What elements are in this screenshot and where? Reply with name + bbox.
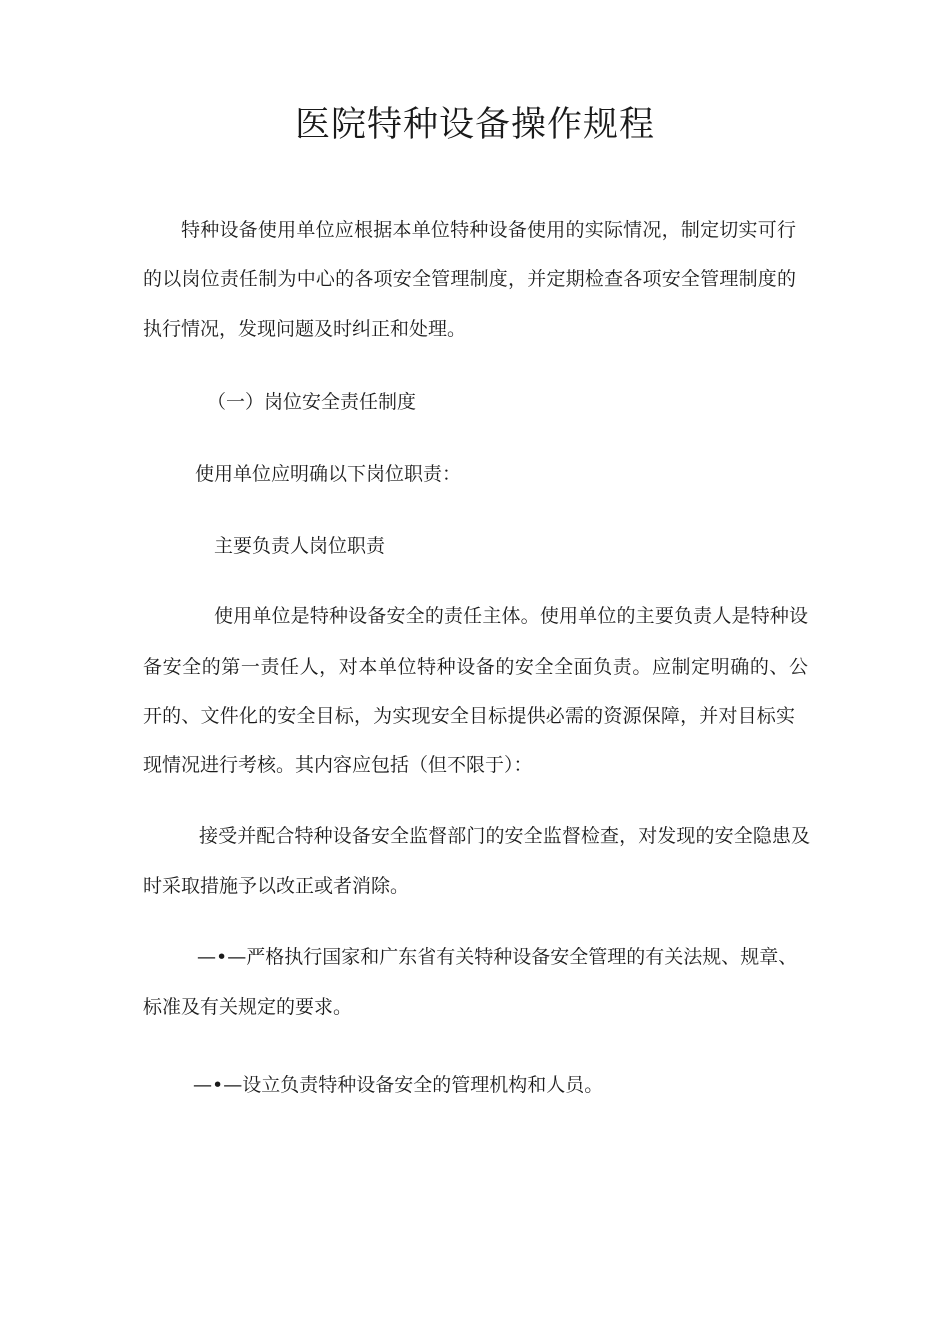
role-paragraph-line-2: 备安全的第一责任人，对本单位特种设备的安全全面负责。应制定明确的、公 bbox=[143, 656, 808, 678]
intro-line-3: 执行情况，发现问题及时纠正和处理。 bbox=[143, 318, 467, 340]
section-heading: （一）岗位安全责任制度 bbox=[207, 391, 417, 413]
role-paragraph-line-3: 开的、文件化的安全目标，为实现安全目标提供必需的资源保障，并对目标实 bbox=[143, 705, 795, 727]
role-paragraph-line-4: 现情况进行考核。其内容应包括（但不限于）： bbox=[143, 754, 533, 776]
item-1-line-1: 接受并配合特种设备安全监督部门的安全监督检查，对发现的安全隐患及 bbox=[199, 825, 810, 847]
role-heading: 主要负责人岗位职责 bbox=[214, 535, 386, 557]
item-1-line-2: 时采取措施予以改正或者消除。 bbox=[143, 875, 410, 897]
document-title: 医院特种设备操作规程 bbox=[294, 105, 655, 145]
role-paragraph-line-1: 使用单位是特种设备安全的责任主体。使用单位的主要负责人是特种设 bbox=[214, 605, 808, 627]
intro-line-1: 特种设备使用单位应根据本单位特种设备使用的实际情况，制定切实可行 bbox=[181, 219, 796, 241]
sub-intro: 使用单位应明确以下岗位职责： bbox=[195, 463, 462, 485]
intro-line-2: 的以岗位责任制为中心的各项安全管理制度，并定期检查各项安全管理制度的 bbox=[143, 268, 796, 290]
item-3-line-1: —•—设立负责特种设备安全的管理机构和人员。 bbox=[193, 1074, 604, 1096]
item-2-line-2: 标准及有关规定的要求。 bbox=[143, 996, 353, 1018]
item-2-line-1: —•—严格执行国家和广东省有关特种设备安全管理的有关法规、规章、 bbox=[197, 946, 798, 968]
